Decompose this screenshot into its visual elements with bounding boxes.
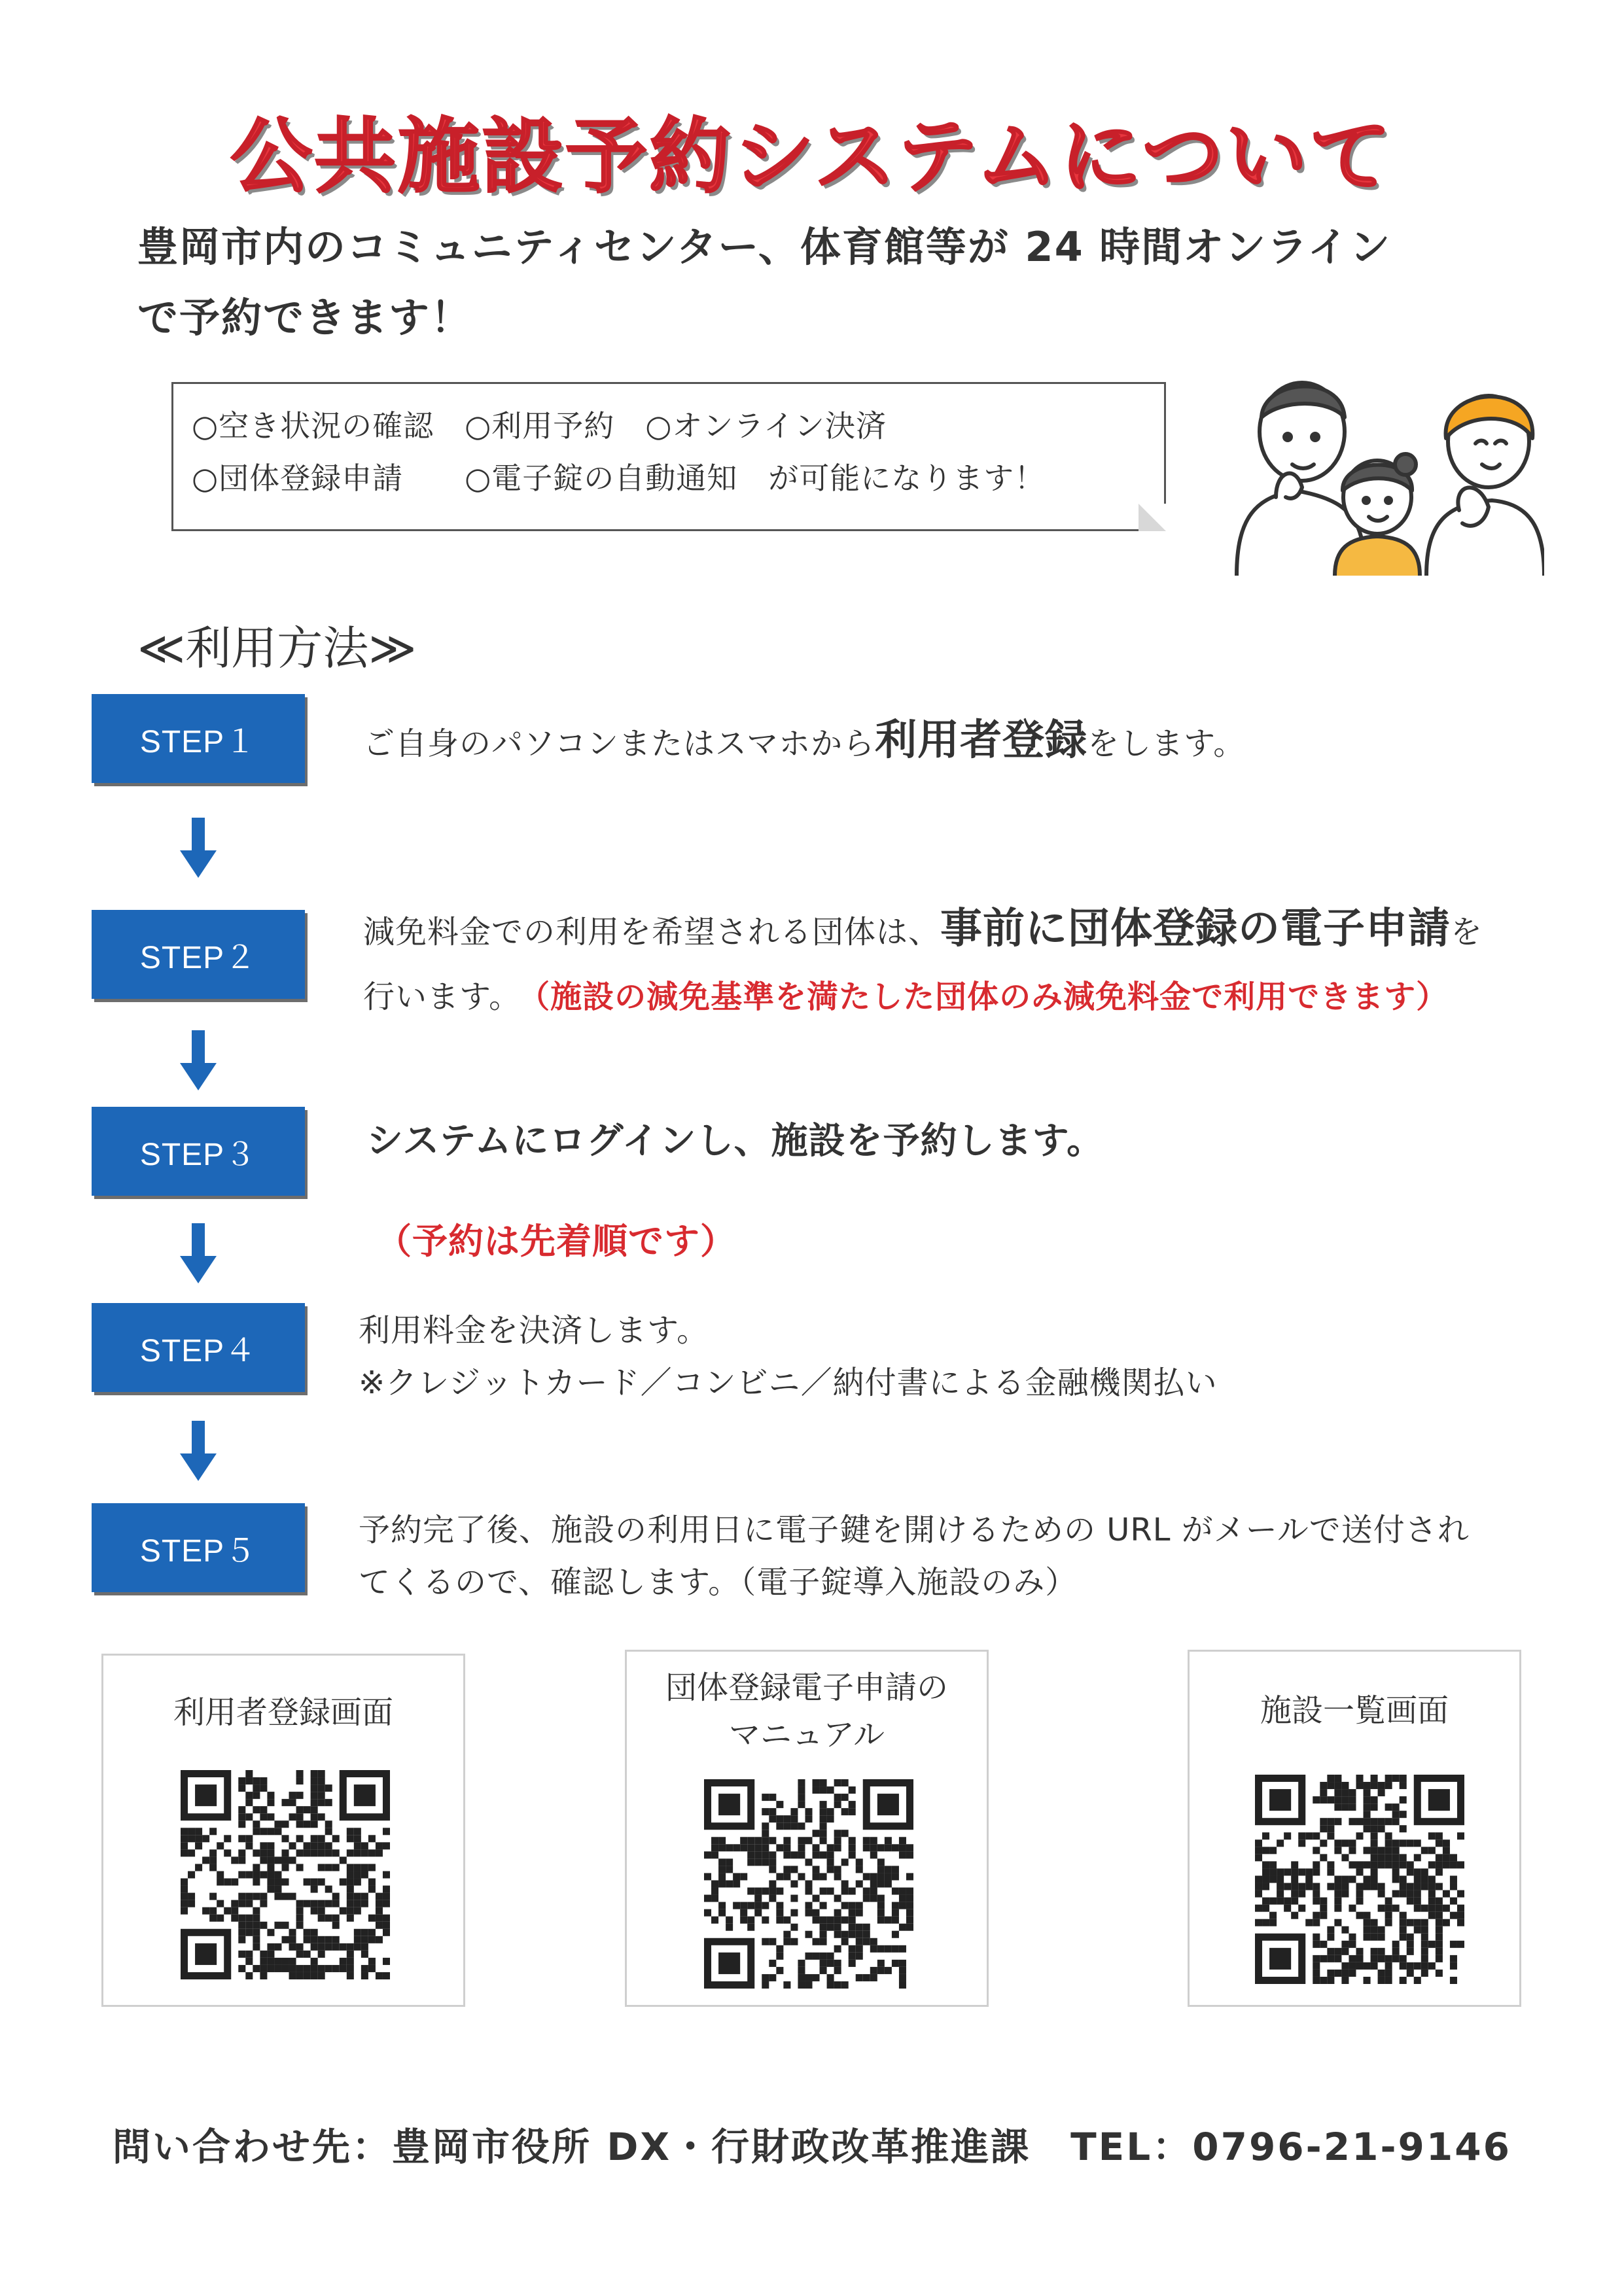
step-2-badge: STEP２ bbox=[92, 910, 305, 999]
step-2-line-2 bbox=[363, 971, 1448, 1017]
usage-heading: ≪利用方法≫ bbox=[137, 621, 417, 675]
qr-card-group-manual bbox=[625, 1650, 989, 2007]
down-arrow-icon bbox=[180, 818, 217, 878]
step-1-text-after: をします。 bbox=[1087, 725, 1246, 762]
down-arrow-icon bbox=[180, 1223, 217, 1283]
step-5-line-1: 予約完了後、施設の利用日に電子鍵を開けるための URL がメールで送付され bbox=[359, 1512, 1470, 1548]
step-5-badge: STEP５ bbox=[92, 1503, 305, 1592]
step-2-note: （施設の減免基準を満たした団体のみ減免料金で利用できます） bbox=[534, 979, 1449, 1015]
qr-code-image[interactable] bbox=[1255, 1775, 1464, 1984]
features-line-1: ○空き状況の確認 ○利用予約 ○オンライン決済 bbox=[192, 408, 887, 444]
step-3-text: システムにログインし、施設を予約します。 bbox=[366, 1120, 1104, 1162]
down-arrow-icon bbox=[180, 1030, 217, 1090]
features-box bbox=[171, 382, 1166, 531]
step-4-line-2: ※クレジットカード／コンビニ／納付書による金融機関払い bbox=[359, 1365, 1218, 1401]
step-3-note: （予約は先着順です） bbox=[376, 1221, 736, 1262]
qr-card-label: 利用者登録画面 bbox=[173, 1694, 393, 1731]
step-4-badge: STEP４ bbox=[92, 1303, 305, 1392]
down-arrow-icon bbox=[180, 1421, 217, 1481]
qr-card-facility-list bbox=[1188, 1650, 1521, 2007]
page-title: 公共施設予約システムについて bbox=[230, 110, 1394, 204]
step-2-line-2-text: 行います。 bbox=[363, 979, 521, 1015]
step-1-emphasis: 利用者登録 bbox=[875, 716, 1088, 765]
intro-line-2: で予約できます！ bbox=[137, 294, 473, 341]
step-2-description bbox=[363, 895, 1483, 955]
qr-card-label-line-1: 団体登録電子申請の bbox=[665, 1669, 948, 1706]
family-illustration bbox=[1230, 366, 1544, 576]
step-2-emphasis: 事前に団体登録の電子申請 bbox=[940, 905, 1451, 953]
intro-line-1: 豊岡市内のコミュニティセンター、体育館等が 24 時間オンライン bbox=[137, 223, 1392, 271]
qr-card-user-registration bbox=[101, 1654, 465, 2007]
step-1-badge: STEP１ bbox=[92, 694, 305, 783]
step-1-description bbox=[363, 706, 1245, 767]
page-curl-decoration bbox=[1139, 504, 1166, 531]
contact-info: 問い合わせ先：豊岡市役所 DX・行財政改革推進課 TEL：0796-21-9146 bbox=[113, 2125, 1511, 2169]
qr-code-image[interactable] bbox=[181, 1770, 390, 1979]
qr-code-image[interactable] bbox=[704, 1779, 913, 1989]
step-5-line-2: てくるので、確認します。（電子錠導入施設のみ） bbox=[359, 1564, 1078, 1601]
step-4-line-1: 利用料金を決済します。 bbox=[359, 1312, 709, 1349]
step-1-text-before: ご自身のパソコンまたはスマホから bbox=[363, 725, 875, 762]
step-2-text-before: 減免料金での利用を希望される団体は、 bbox=[363, 914, 941, 950]
qr-card-label-line-2: マニュアル bbox=[728, 1716, 885, 1753]
features-line-2: ○団体登録申請 ○電子錠の自動通知 が可能になります！ bbox=[192, 461, 1046, 496]
step-3-badge: STEP３ bbox=[92, 1107, 305, 1196]
step-2-text-after: を bbox=[1451, 914, 1483, 950]
qr-card-label: 施設一覧画面 bbox=[1260, 1692, 1449, 1729]
